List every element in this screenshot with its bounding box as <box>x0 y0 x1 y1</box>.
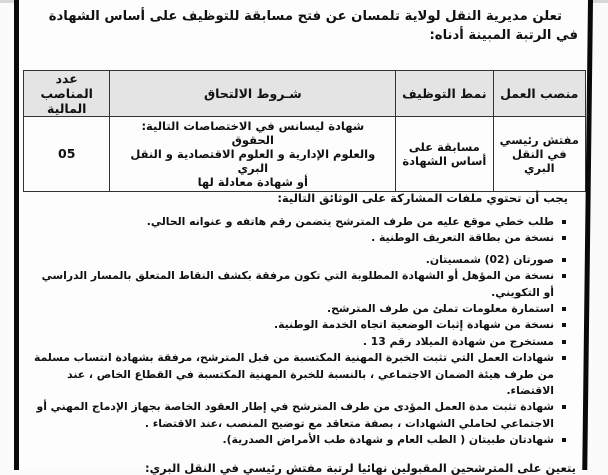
documents-heading: يجب أن تحتوي ملفات المشاركة على الوثائق التالية: <box>277 191 568 205</box>
announcement-page <box>19 0 588 475</box>
square-bullet-icon <box>562 356 566 360</box>
header-method: نمط التوظيف <box>396 71 493 117</box>
condition-line: والعلوم الإدارية و العلوم الاقتصادية و النقل البري <box>130 147 376 175</box>
list-item: شهادة تثبت مدة العمل المؤدى من طرف المترشح في إطار العقود الخاصة بجهاز الإدماج المهني أو الاجتماعي لحاملي الشهادات ، بصفة متعاقد مع توضيح المنصب ،عند الاقتضاء . <box>28 399 568 432</box>
list-item: شهادات العمل التي تثبت الخبرة المهنية المكتسبة من قبل المترشح، مرفقة بشهادة انتساب مسلمة من طرف هيئة الضمان الاجتماعي ، بالنسبة للخبرة المهنية المكتسبة في القطاع الخاص ، عند الاقتضاء. <box>28 350 568 399</box>
square-bullet-icon <box>562 258 566 262</box>
cell-method: مسابقة على أساس الشهادة <box>396 117 493 192</box>
list-item: نسخة من بطاقة التعريف الوطنية . <box>28 230 568 246</box>
list-item: صورتان (02) شمسيتان. <box>28 252 568 268</box>
header-count: عدد المناصب المالية <box>24 71 110 117</box>
positions-table <box>23 70 586 192</box>
table-header-row <box>24 71 586 117</box>
square-bullet-icon <box>562 236 566 240</box>
cutoff-paragraph: يتعين على المترشحين المقبولين نهائيا لرتبة مفتش رئيسي في النقل البري: <box>145 461 576 475</box>
condition-line: أو شهادة معادلة لها <box>197 175 308 189</box>
square-bullet-icon <box>562 307 566 311</box>
cell-conditions <box>110 117 396 192</box>
table-row <box>24 117 586 192</box>
list-item: نسخة من شهادة إثبات الوضعية اتجاه الخدمة الوطنية. <box>28 317 568 333</box>
header-conditions: شـروط الالتحاق <box>110 71 396 117</box>
list-item: مستخرج من شهادة الميلاد رقم 13 . <box>28 334 568 350</box>
frame-border-left <box>14 0 19 470</box>
list-item: شهادتان طبيتان ( الطب العام و شهادة طب الأمراض الصدرية). <box>28 432 568 448</box>
square-bullet-icon <box>562 340 566 344</box>
list-item: نسخة من المؤهل أو الشهادة المطلوبة التي تكون مرفقة بكشف النقاط المتعلق بالمسار الدراسي أو التكويني. <box>28 268 568 301</box>
square-bullet-icon <box>562 323 566 327</box>
header-position: منصب العمل <box>493 71 585 117</box>
cell-position: مفتش رئيسي في النقل البري <box>493 117 585 192</box>
square-bullet-icon <box>562 274 566 278</box>
cell-count: 05 <box>24 117 110 192</box>
square-bullet-icon <box>562 220 566 224</box>
list-item: طلب خطي موقع عليه من طرف المترشح يتضمن رقم هاتفه و عنوانه الحالي. <box>28 214 568 230</box>
square-bullet-icon <box>562 405 566 409</box>
condition-line: شهادة ليسانس في الاختصاصات التالية: <box>141 119 365 133</box>
list-item: استمارة معلومات تملئ من طرف المترشح. <box>28 301 568 317</box>
condition-line: الحقوق <box>231 133 274 147</box>
documents-list <box>28 214 568 449</box>
square-bullet-icon <box>562 438 566 442</box>
intro-paragraph: تعلن مديرية النقل لولاية تلمسان عن فتح مسابقة للتوظيف على أساس الشهادة في الرتبة المبينة أدناه: <box>48 9 578 43</box>
